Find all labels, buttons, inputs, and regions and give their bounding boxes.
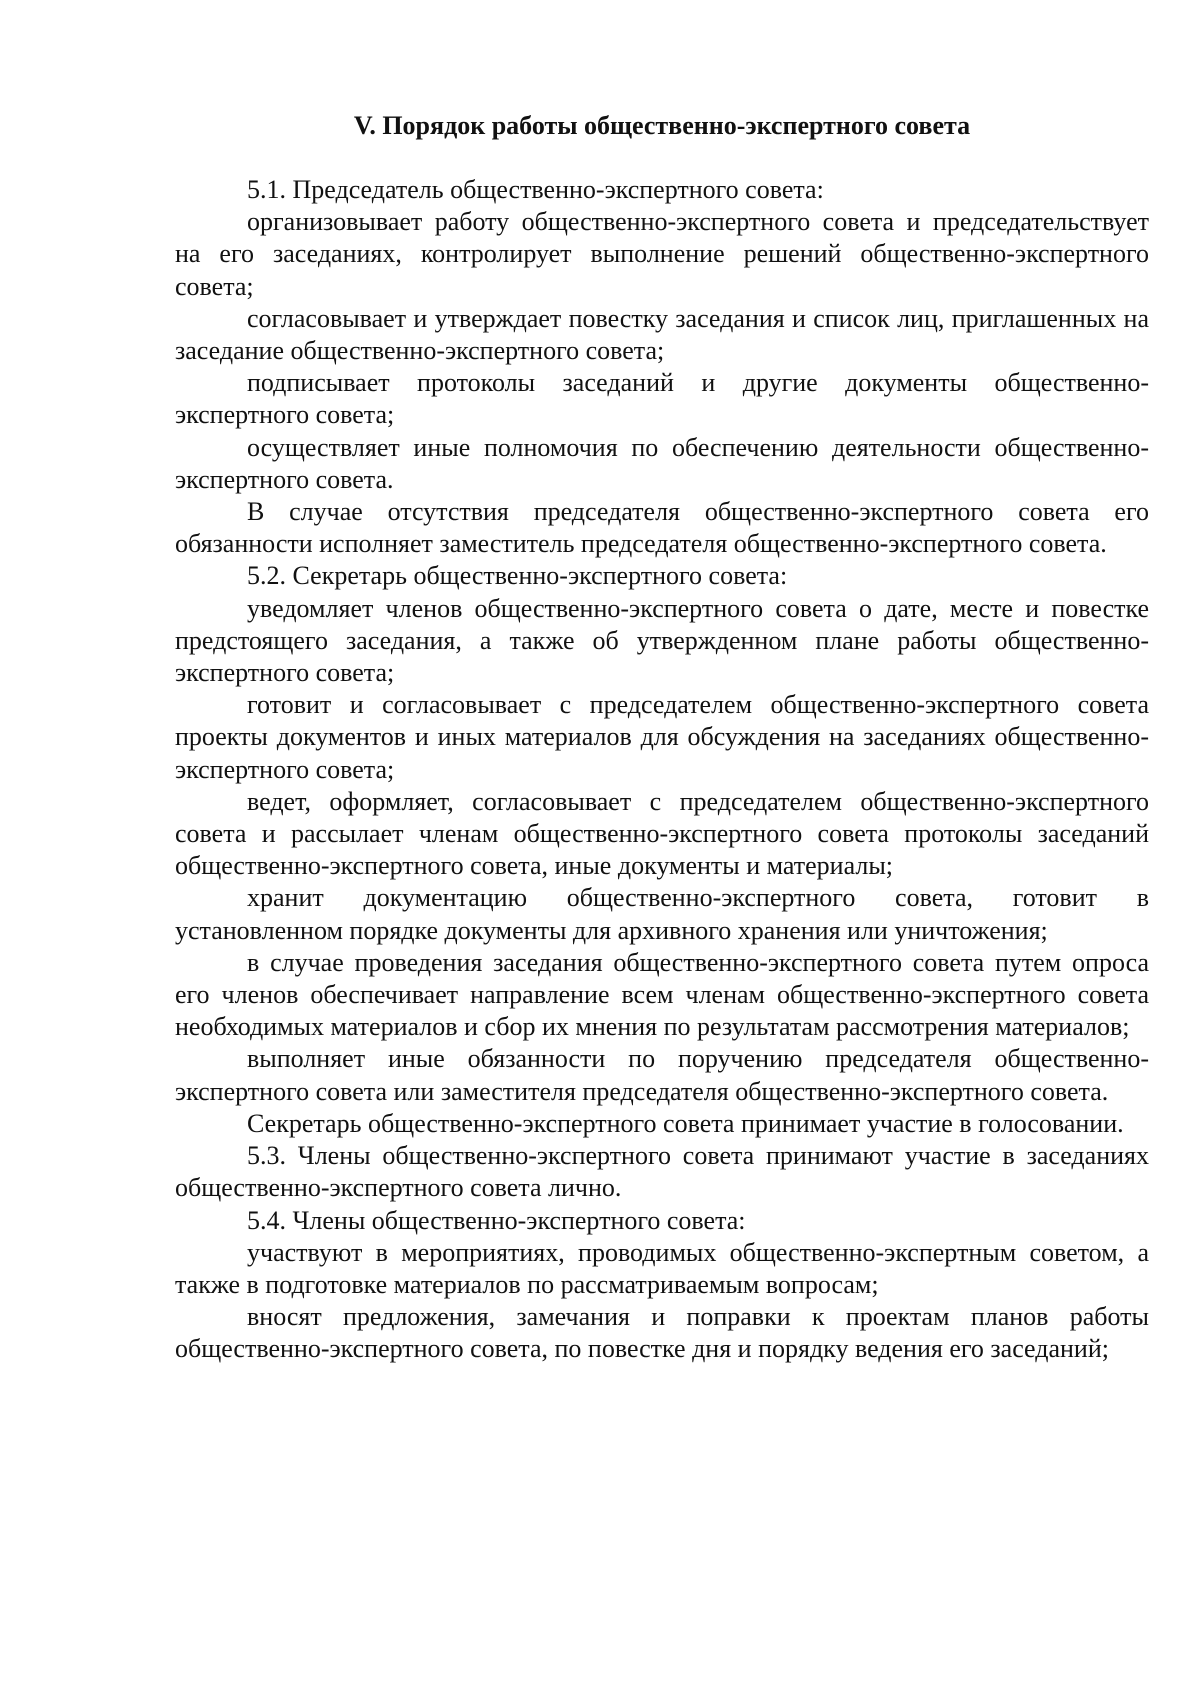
paragraph: 5.1. Председатель общественно-экспертного совета: [247, 175, 824, 204]
paragraph: В случае отсутствия председателя общественно-экспертного совета его обязанности исполняет заместитель председателя общественно-экспертного совета. [175, 497, 1149, 559]
paragraph: уведомляет членов общественно-экспертного совета о дате, месте и повестке предстоящего заседания, а также об утвержденном плане работы общественно-экспертного совета; [175, 593, 1149, 688]
paragraph: ведет, оформляет, согласовывает с председателем общественно-экспертного совета и рассылает членам общественно-экспертного совета протоколы заседаний общественно-экспертного совета, иные документы и материалы; [175, 786, 1149, 881]
paragraph: участвуют в мероприятиях, проводимых общественно-экспертным советом, а также в подготовке материалов по рассматриваемым вопросам; [175, 1237, 1149, 1299]
paragraph: в случае проведения заседания общественно-экспертного совета путем опроса его членов обеспечивает направление всем членам общественно-экспертного совета необходимых материалов и сбор их мнения по результатам рассмотрения материалов; [175, 947, 1149, 1042]
paragraph: хранит документацию общественно-экспертного совета, готовит в установленном порядке документы для архивного хранения или уничтожения; [175, 883, 1149, 945]
paragraph: 5.4. Члены общественно-экспертного совета: [247, 1205, 746, 1235]
paragraph: вносят предложения, замечания и поправки к проектам планов работы общественно-экспертного совета, по повестке дня и порядку ведения его заседаний; [175, 1302, 1149, 1364]
paragraph: подписывает протоколы заседаний и другие документы общественно-экспертного совета; [175, 368, 1149, 430]
paragraph: 5.3. Члены общественно-экспертного совета принимают участие в заседаниях общественно-экспертного совета лично. [175, 1141, 1149, 1203]
document-body [175, 110, 1149, 1366]
paragraph: Секретарь общественно-экспертного совета принимает участие в голосовании. [247, 1108, 1124, 1138]
paragraph: организовывает работу общественно-экспертного совета и председательствует на его заседаниях, контролирует выполнение решений общественно-экспертного совета; [175, 207, 1149, 301]
section-title: V. Порядок работы общественно-экспертного совета [353, 111, 971, 140]
paragraph: готовит и согласовывает с председателем общественно-экспертного совета проекты документов и иных материалов для обсуждения на заседаниях общественно-экспертного совета; [175, 690, 1149, 784]
paragraph: осуществляет иные полномочия по обеспечению деятельности общественно-экспертного совета. [175, 432, 1149, 494]
paragraph: 5.2. Секретарь общественно-экспертного совета: [247, 561, 788, 591]
paragraph: выполняет иные обязанности по поручению председателя общественно-экспертного совета или заместителя председателя общественно-экспертного совета. [175, 1044, 1149, 1106]
paragraph: согласовывает и утверждает повестку заседания и список лиц, приглашенных на заседание общественно-экспертного совета; [175, 303, 1149, 366]
